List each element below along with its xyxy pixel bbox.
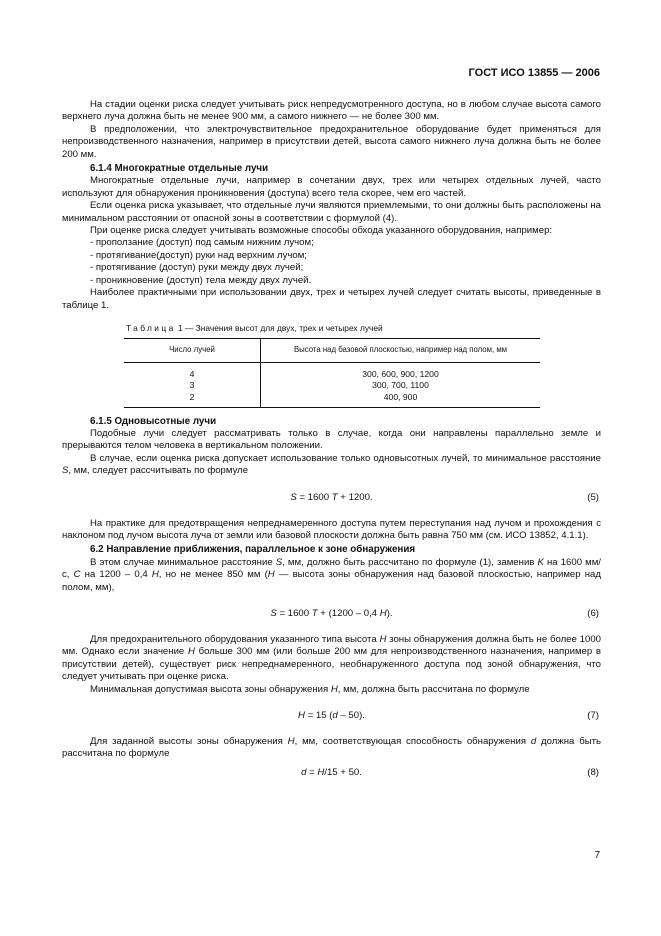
paragraph-children-height: В предположении, что электрочувствительное предохранительное оборудование будет применяться для непроизводственного назначения, например в присутствии детей, высота самого нижнего луча должна быть не более 200 мм. (62, 123, 601, 160)
paragraph-min-zone-height: Минимальная допустимая высота зоны обнаружения H, мм, должна быть рассчитана по формуле (90, 683, 530, 695)
formula-number: (5) (587, 491, 599, 503)
cell-beam-count: 4 (124, 362, 261, 380)
table-1 (124, 338, 540, 407)
paragraph-detection-capability: Для заданной высоты зоны обнаружения H, мм, соответствующая способность обнаружения d должна быть рассчитана по формуле (62, 736, 601, 760)
cell-beam-count: 2 (124, 392, 261, 407)
column-header-beam-count: Число лучей (124, 339, 261, 362)
section-6-1-5-title: 6.1.5 Одновысотные лучи (90, 415, 217, 427)
table-1-caption (126, 322, 601, 334)
formula-7: H = 15 (d – 50). (7) (298, 710, 599, 721)
paragraph-bypass-methods: При оценке риска следует учитывать возможные способы обхода указанного оборудования, например: (90, 225, 553, 237)
cell-beam-count: 3 (124, 380, 261, 392)
paragraph-beams-acceptable: Если оценка риска указывает, что отдельные лучи являются приемлемыми, то они должны быть расположены на минимальном расстоянии от опасной зоны в соответствии с формулой (4). (62, 200, 601, 224)
table-caption-label: Таблица (126, 322, 176, 333)
list-item: - проникновение (доступ) тела между двух лучей. (90, 274, 312, 286)
paragraph-risk-heights: На стадии оценки риска следует учитывать риск непредусмотренного доступа, но в любом случае высота самого верхнего луча должна быть не менее 900 мм, а самого нижнего — не более 300 мм. (62, 99, 601, 123)
paragraph-min-distance-single: В случае, если оценка риска допускает использование только одновысотных лучей, то минимальное расстояние S, мм, следует рассчитывать по формуле (62, 452, 601, 477)
table-header-row (124, 339, 540, 362)
paragraph-zone-height-limit: Для предохранительного оборудования указанного типа высота H зоны обнаружения должна быть не более 1000 мм. Однако если значение H больше 300 мм (или больше 200 мм для непроизводственного назначения, например в присутствии детей), существует риск непреднамеренного, необнаруженного доступа под зоной обнаружения, что следует учитывать при оценке риска. (62, 633, 601, 683)
page-number: 7 (594, 850, 600, 861)
formula-6: S = 1600 T + (1200 – 0,4 H). (6) (270, 607, 599, 619)
table-caption-text: — Значения высот для двух, трех и четырех лучей (182, 322, 383, 333)
section-6-2-title: 6.2 Направление приближения, параллельное к зоне обнаружения (90, 544, 416, 556)
table-caption-number: 1 (177, 322, 183, 333)
column-header-height: Высота над базовой плоскостью, например над полом, мм (261, 339, 541, 362)
formula-number: (7) (587, 710, 599, 721)
page-content (62, 99, 601, 793)
formula-5: S = 1600 T + 1200. (5) (290, 491, 599, 503)
table-row (124, 392, 540, 407)
paragraph-practical-heights: Наиболее практичными при использовании двух, трех и четырех лучей следует считать высоты, приведенные в таблице 1. (62, 287, 601, 311)
list-item: - протягивание (доступ) руки между двух лучей; (90, 262, 304, 274)
list-item: - проползание (доступ) под самым нижним лучом; (90, 237, 314, 249)
list-item: - протягивание(доступ) руки над верхним лучом; (90, 249, 307, 261)
paragraph-parallel-approach: В этом случае минимальное расстояние S, мм, должно быть рассчитано по формуле (1), заменив K на 1600 мм/с, C на 1200 – 0,4 H, но не менее 850 мм (H — высота зоны обнаружения над базовой плоскостью, например над полом, мм), (62, 556, 601, 593)
formula-8: d = H/15 + 50. (8) (301, 766, 599, 778)
section-6-1-4-title: 6.1.4 Многократные отдельные лучи (90, 163, 269, 175)
paragraph-single-height-beams: Подобные лучи следует рассматривать только в случае, когда они направлены параллельно земле и прерываются телом человека в вертикальном положении. (62, 427, 601, 452)
formula-number: (8) (587, 766, 599, 778)
formula-number: (6) (587, 607, 599, 619)
table-row (124, 362, 540, 380)
cell-heights: 300, 600, 900, 1200 (362, 368, 439, 379)
table-row (124, 380, 540, 392)
paragraph-multiple-beams: Многократные отдельные лучи, например в сочетании двух, трех или четырех отдельных лучей, часто используют для обнаружения проникновения (доступа) всего тела скорее, чем его частей. (62, 175, 601, 199)
cell-heights: 300, 700, 1100 (372, 380, 429, 391)
paragraph-beam-height-750: На практике для предотвращения непреднамеренного доступа путем переступания над лучом и прохождения с наклоном под лучом высота луча от земли или базовой плоскости должна быть равна 750 мм (см. ИСО 13852, 4.1.1). (62, 517, 601, 541)
document-header: ГОСТ ИСО 13855 — 2006 (468, 67, 600, 79)
cell-heights: 400, 900 (261, 392, 541, 407)
